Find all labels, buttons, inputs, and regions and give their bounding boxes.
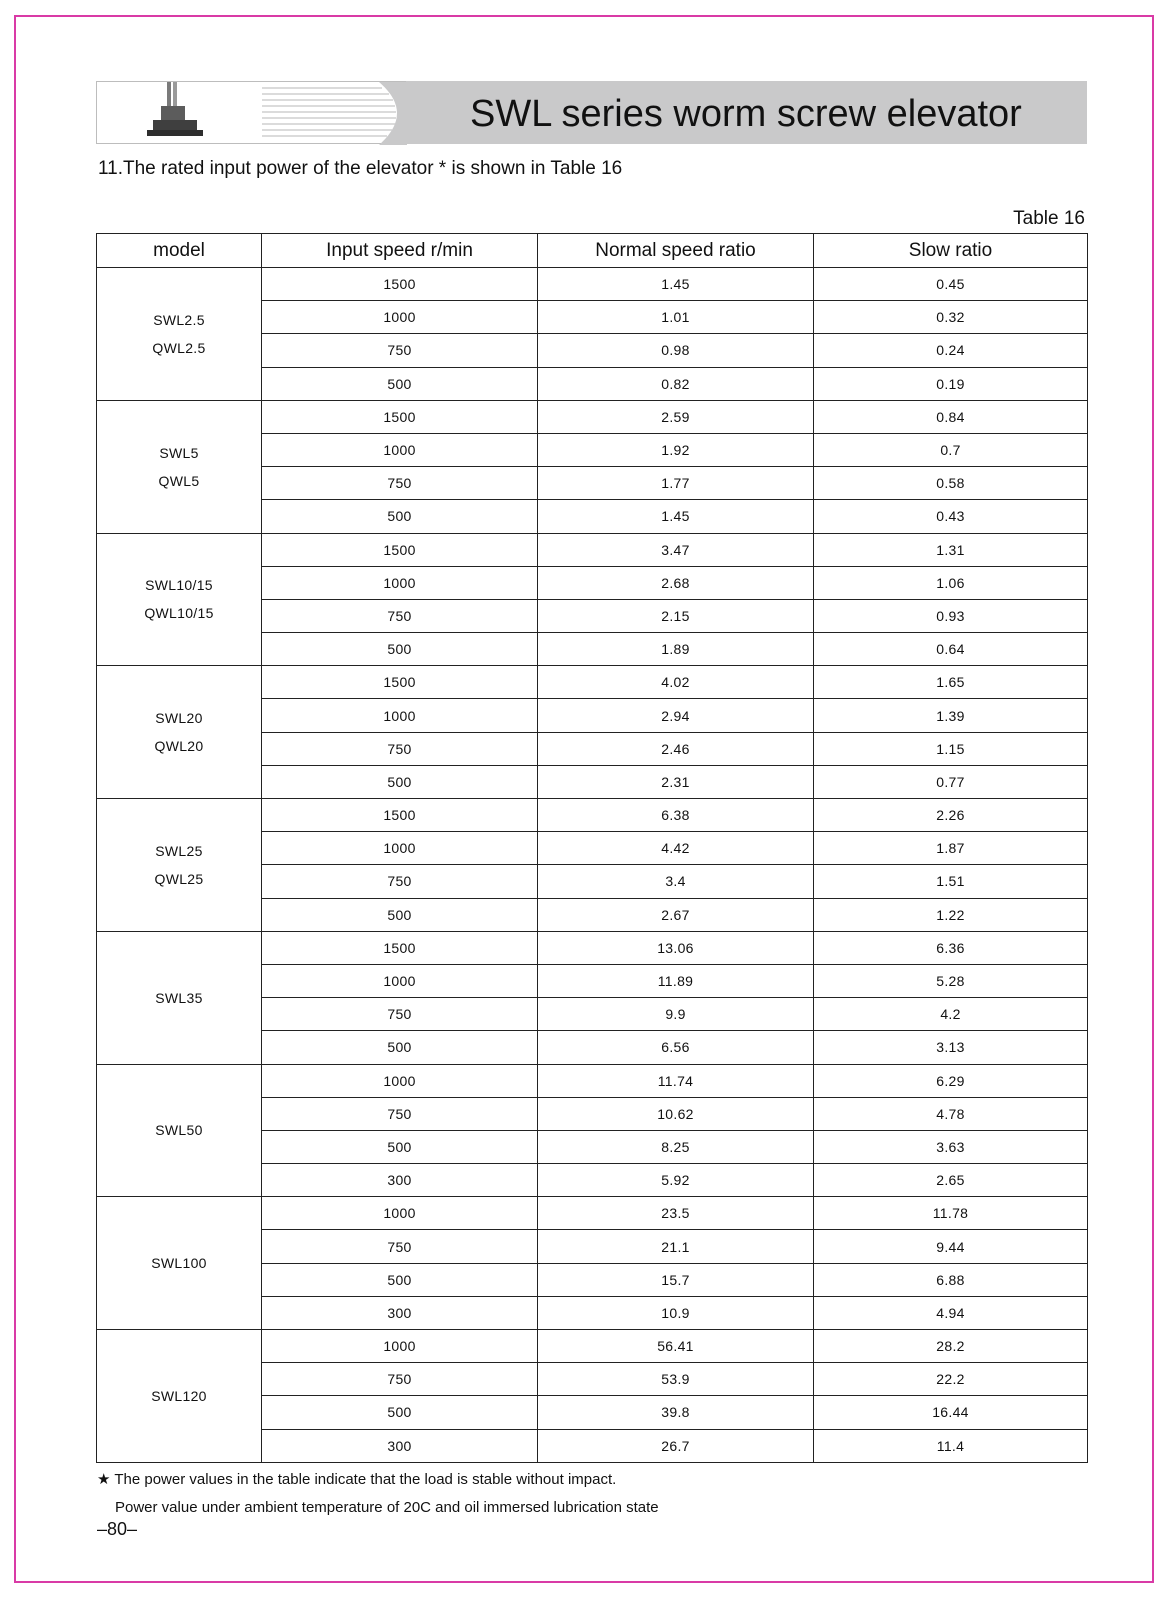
column-header-input-speed: Input speed r/min <box>262 234 538 268</box>
normal-ratio-cell: 9.9 <box>538 998 814 1031</box>
table-row <box>97 666 1088 699</box>
model-name: SWL50 <box>155 1122 203 1139</box>
model-name: QWL5 <box>158 472 200 489</box>
input-speed-cell: 300 <box>262 1296 538 1329</box>
slow-ratio-cell: 0.7 <box>814 433 1088 466</box>
normal-ratio-cell: 3.47 <box>538 533 814 566</box>
header-decoration <box>97 82 407 145</box>
normal-ratio-cell: 4.42 <box>538 832 814 865</box>
model-name: QWL20 <box>154 738 204 755</box>
normal-ratio-cell: 2.67 <box>538 898 814 931</box>
slow-ratio-cell: 3.13 <box>814 1031 1088 1064</box>
normal-ratio-cell: 2.46 <box>538 732 814 765</box>
model-cell <box>97 268 262 401</box>
slow-ratio-cell: 0.24 <box>814 334 1088 367</box>
normal-ratio-cell: 21.1 <box>538 1230 814 1263</box>
model-cell <box>97 1330 262 1463</box>
model-name: SWL120 <box>151 1387 207 1404</box>
normal-ratio-cell: 53.9 <box>538 1363 814 1396</box>
normal-ratio-cell: 6.56 <box>538 1031 814 1064</box>
normal-ratio-cell: 1.45 <box>538 268 814 301</box>
page-number: –80– <box>97 1519 138 1539</box>
header-band-left <box>96 81 406 144</box>
input-speed-cell: 500 <box>262 500 538 533</box>
slow-ratio-cell: 3.63 <box>814 1130 1088 1163</box>
normal-ratio-cell: 6.38 <box>538 799 814 832</box>
normal-ratio-cell: 15.7 <box>538 1263 814 1296</box>
model-cell <box>97 533 262 666</box>
table-body <box>97 268 1088 1463</box>
input-speed-cell: 750 <box>262 467 538 500</box>
input-speed-cell: 750 <box>262 865 538 898</box>
model-name: SWL25 <box>155 842 203 859</box>
model-cell <box>97 799 262 932</box>
slow-ratio-cell: 0.84 <box>814 400 1088 433</box>
slow-ratio-cell: 1.87 <box>814 832 1088 865</box>
input-speed-cell: 300 <box>262 1164 538 1197</box>
input-speed-cell: 500 <box>262 367 538 400</box>
slow-ratio-cell: 0.64 <box>814 633 1088 666</box>
normal-ratio-cell: 1.01 <box>538 301 814 334</box>
normal-ratio-cell: 2.15 <box>538 599 814 632</box>
input-speed-cell: 750 <box>262 1230 538 1263</box>
normal-ratio-cell: 56.41 <box>538 1330 814 1363</box>
slow-ratio-cell: 0.93 <box>814 599 1088 632</box>
normal-ratio-cell: 1.89 <box>538 633 814 666</box>
table-header-row <box>97 234 1088 268</box>
model-name: SWL2.5 <box>153 311 205 328</box>
normal-ratio-cell: 1.77 <box>538 467 814 500</box>
normal-ratio-cell: 0.82 <box>538 367 814 400</box>
normal-ratio-cell: 23.5 <box>538 1197 814 1230</box>
input-speed-cell: 750 <box>262 732 538 765</box>
elevator-product-icon <box>147 82 203 136</box>
input-speed-cell: 750 <box>262 334 538 367</box>
input-speed-cell: 500 <box>262 1396 538 1429</box>
slow-ratio-cell: 0.32 <box>814 301 1088 334</box>
input-speed-cell: 1500 <box>262 666 538 699</box>
section-heading: 11.The rated input power of the elevator * is shown in Table 16 <box>98 158 623 179</box>
slow-ratio-cell: 9.44 <box>814 1230 1088 1263</box>
normal-ratio-cell: 11.74 <box>538 1064 814 1097</box>
input-speed-cell: 300 <box>262 1429 538 1462</box>
normal-ratio-cell: 10.62 <box>538 1097 814 1130</box>
slow-ratio-cell: 28.2 <box>814 1330 1088 1363</box>
column-header-model: model <box>97 234 262 268</box>
slow-ratio-cell: 16.44 <box>814 1396 1088 1429</box>
model-name: SWL35 <box>155 989 203 1006</box>
input-speed-cell: 500 <box>262 633 538 666</box>
normal-ratio-cell: 0.98 <box>538 334 814 367</box>
slow-ratio-cell: 2.26 <box>814 799 1088 832</box>
input-speed-cell: 500 <box>262 1130 538 1163</box>
normal-ratio-cell: 26.7 <box>538 1429 814 1462</box>
slow-ratio-cell: 6.88 <box>814 1263 1088 1296</box>
column-header-slow-ratio: Slow ratio <box>814 234 1088 268</box>
model-name: QWL10/15 <box>144 605 214 622</box>
table-row <box>97 931 1088 964</box>
normal-ratio-cell: 1.45 <box>538 500 814 533</box>
input-speed-cell: 1000 <box>262 1330 538 1363</box>
slow-ratio-cell: 2.65 <box>814 1164 1088 1197</box>
normal-ratio-cell: 8.25 <box>538 1130 814 1163</box>
footnote-ambient-conditions: Power value under ambient temperature of 20C and oil immersed lubrication state <box>115 1499 659 1516</box>
slow-ratio-cell: 1.39 <box>814 699 1088 732</box>
model-cell <box>97 1197 262 1330</box>
slow-ratio-cell: 1.65 <box>814 666 1088 699</box>
slow-ratio-cell: 1.31 <box>814 533 1088 566</box>
slow-ratio-cell: 4.94 <box>814 1296 1088 1329</box>
input-speed-cell: 750 <box>262 998 538 1031</box>
normal-ratio-cell: 2.31 <box>538 765 814 798</box>
input-speed-cell: 1500 <box>262 268 538 301</box>
model-name: QWL2.5 <box>152 339 206 356</box>
model-cell <box>97 931 262 1064</box>
slow-ratio-cell: 6.36 <box>814 931 1088 964</box>
slow-ratio-cell: 1.06 <box>814 566 1088 599</box>
input-speed-cell: 1500 <box>262 931 538 964</box>
normal-ratio-cell: 2.94 <box>538 699 814 732</box>
slow-ratio-cell: 4.2 <box>814 998 1088 1031</box>
slow-ratio-cell: 11.78 <box>814 1197 1088 1230</box>
slow-ratio-cell: 0.43 <box>814 500 1088 533</box>
model-cell <box>97 400 262 533</box>
normal-ratio-cell: 1.92 <box>538 433 814 466</box>
normal-ratio-cell: 39.8 <box>538 1396 814 1429</box>
table-row <box>97 1064 1088 1097</box>
table-row <box>97 400 1088 433</box>
input-speed-cell: 1500 <box>262 533 538 566</box>
normal-ratio-cell: 4.02 <box>538 666 814 699</box>
input-speed-cell: 1000 <box>262 699 538 732</box>
speed-lines <box>262 88 396 136</box>
input-speed-cell: 1500 <box>262 400 538 433</box>
slow-ratio-cell: 1.51 <box>814 865 1088 898</box>
footnote-stable-load: ★ The power values in the table indicate that the load is stable without impact. <box>97 1471 617 1488</box>
normal-ratio-cell: 5.92 <box>538 1164 814 1197</box>
input-speed-cell: 500 <box>262 898 538 931</box>
normal-ratio-cell: 10.9 <box>538 1296 814 1329</box>
input-speed-cell: 500 <box>262 1263 538 1296</box>
input-speed-cell: 1000 <box>262 433 538 466</box>
table-row <box>97 1197 1088 1230</box>
page-title: SWL series worm screw elevator <box>470 93 1022 135</box>
input-speed-cell: 1500 <box>262 799 538 832</box>
slow-ratio-cell: 11.4 <box>814 1429 1088 1462</box>
slow-ratio-cell: 22.2 <box>814 1363 1088 1396</box>
input-speed-cell: 500 <box>262 765 538 798</box>
normal-ratio-cell: 3.4 <box>538 865 814 898</box>
slow-ratio-cell: 6.29 <box>814 1064 1088 1097</box>
slow-ratio-cell: 0.19 <box>814 367 1088 400</box>
model-name: SWL5 <box>159 444 199 461</box>
input-speed-cell: 500 <box>262 1031 538 1064</box>
input-speed-cell: 1000 <box>262 301 538 334</box>
power-table <box>96 233 1088 1463</box>
normal-ratio-cell: 2.59 <box>538 400 814 433</box>
input-speed-cell: 750 <box>262 1097 538 1130</box>
input-speed-cell: 1000 <box>262 1064 538 1097</box>
model-name: SWL20 <box>155 710 203 727</box>
column-header-normal-ratio: Normal speed ratio <box>538 234 814 268</box>
model-cell <box>97 666 262 799</box>
model-name: SWL10/15 <box>145 577 213 594</box>
normal-ratio-cell: 2.68 <box>538 566 814 599</box>
slow-ratio-cell: 1.15 <box>814 732 1088 765</box>
model-cell <box>97 1064 262 1197</box>
input-speed-cell: 1000 <box>262 1197 538 1230</box>
table-row <box>97 268 1088 301</box>
slow-ratio-cell: 0.77 <box>814 765 1088 798</box>
normal-ratio-cell: 13.06 <box>538 931 814 964</box>
table-row <box>97 1330 1088 1363</box>
input-speed-cell: 1000 <box>262 566 538 599</box>
table-row <box>97 533 1088 566</box>
input-speed-cell: 1000 <box>262 964 538 997</box>
input-speed-cell: 750 <box>262 599 538 632</box>
slow-ratio-cell: 0.58 <box>814 467 1088 500</box>
model-name: SWL100 <box>151 1255 207 1272</box>
table-caption: Table 16 <box>1013 208 1085 229</box>
slow-ratio-cell: 5.28 <box>814 964 1088 997</box>
model-name: QWL25 <box>154 870 204 887</box>
slow-ratio-cell: 4.78 <box>814 1097 1088 1130</box>
table-row <box>97 799 1088 832</box>
slow-ratio-cell: 1.22 <box>814 898 1088 931</box>
input-speed-cell: 750 <box>262 1363 538 1396</box>
normal-ratio-cell: 11.89 <box>538 964 814 997</box>
input-speed-cell: 1000 <box>262 832 538 865</box>
slow-ratio-cell: 0.45 <box>814 268 1088 301</box>
